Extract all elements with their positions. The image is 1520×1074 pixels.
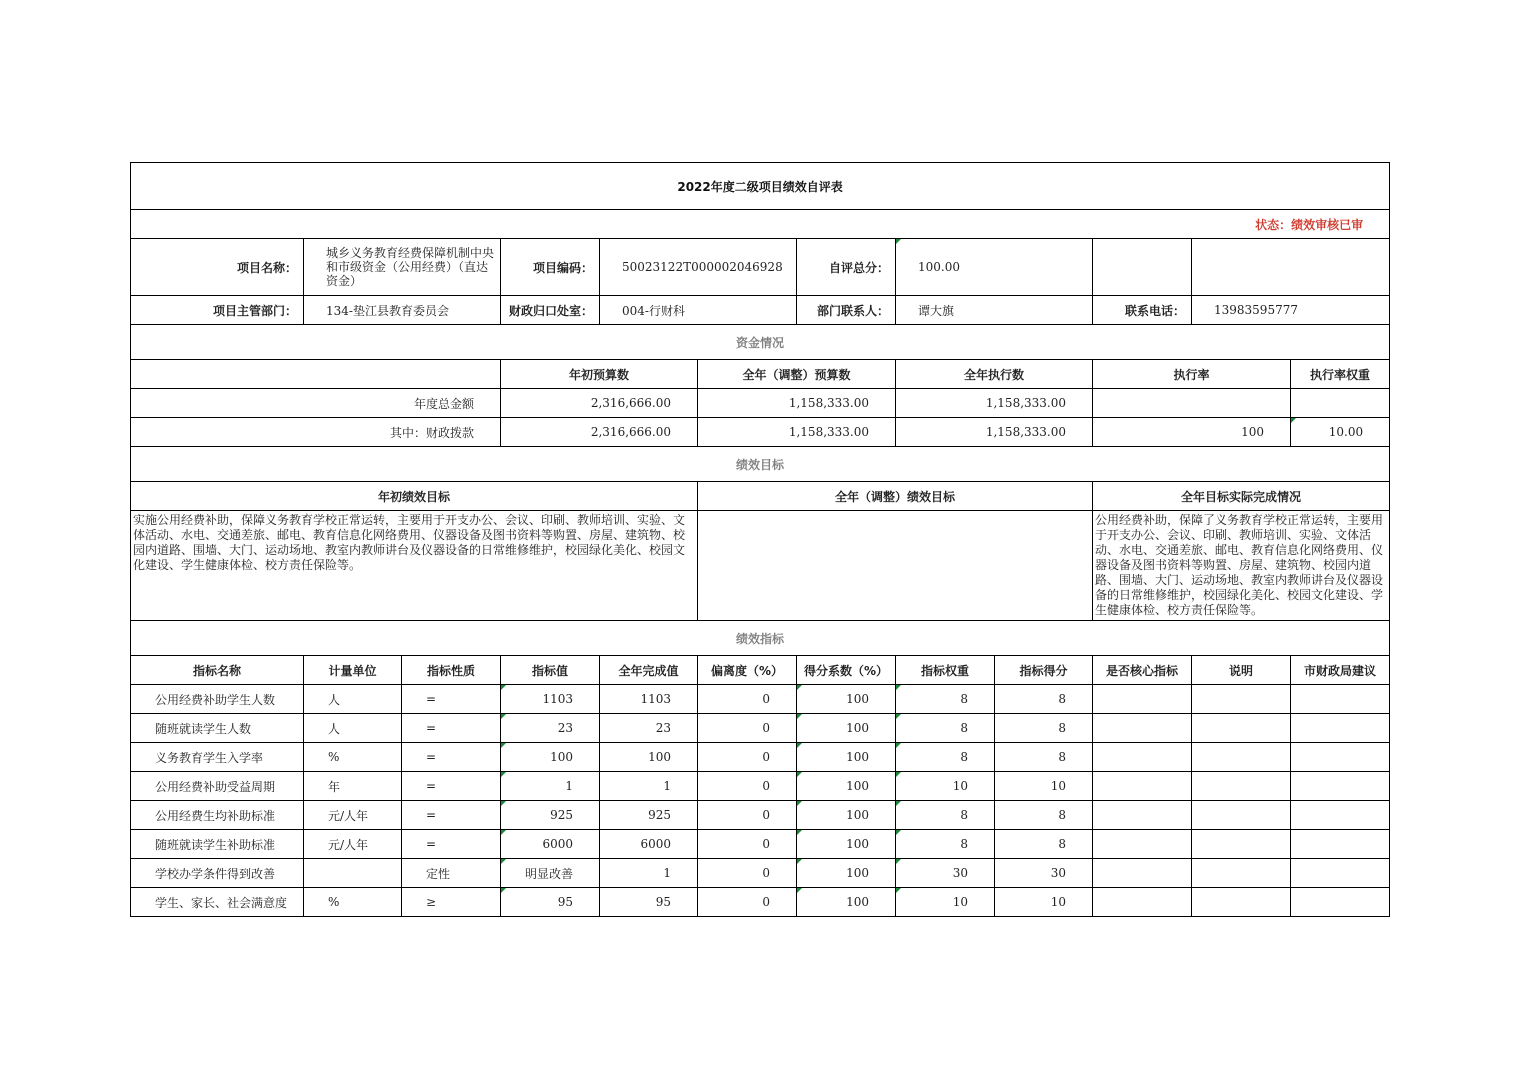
project-name-label: 项目名称： [131, 239, 304, 296]
indicator-advice [1291, 830, 1390, 859]
funds-rate: 100 [1093, 418, 1291, 447]
indicator-score: 10 [995, 772, 1093, 801]
indicator-nature: = [402, 801, 501, 830]
project-code-value: 50023122T000002046928 [600, 239, 797, 296]
indicator-note [1192, 830, 1291, 859]
indicator-deviation: 0 [698, 888, 797, 917]
indicator-coefficient: 100 [797, 830, 896, 859]
indicator-name: 公用经费补助学生人数 [131, 685, 304, 714]
indicator-score: 8 [995, 685, 1093, 714]
indicator-actual: 1 [600, 772, 698, 801]
indicator-name: 随班就读学生补助标准 [131, 830, 304, 859]
funds-header: 年初预算数 [501, 360, 698, 389]
table-row [131, 888, 1390, 917]
indicator-unit [304, 859, 402, 888]
indicator-weight: 8 [896, 801, 995, 830]
finance-office-value: 004-行财科 [600, 296, 797, 325]
indicators-section-title: 绩效指标 [131, 621, 1390, 656]
indicator-target: 明显改善 [501, 859, 600, 888]
indicator-note [1192, 888, 1291, 917]
indicator-nature: = [402, 685, 501, 714]
indicator-coefficient: 100 [797, 743, 896, 772]
indicator-unit: 元/人年 [304, 801, 402, 830]
indicator-score: 8 [995, 714, 1093, 743]
indicator-coefficient: 100 [797, 714, 896, 743]
indicator-note [1192, 743, 1291, 772]
page-title: 2022年度二级项目绩效自评表 [131, 163, 1390, 210]
table-row [131, 685, 1390, 714]
indicator-deviation: 0 [698, 801, 797, 830]
indicator-name: 学生、家长、社会满意度 [131, 888, 304, 917]
indicator-name: 学校办学条件得到改善 [131, 859, 304, 888]
indicator-weight: 8 [896, 685, 995, 714]
indicator-unit: % [304, 743, 402, 772]
indicator-score: 8 [995, 801, 1093, 830]
goals-header: 年初绩效目标 [131, 482, 698, 511]
indicator-nature: = [402, 743, 501, 772]
indicator-actual: 95 [600, 888, 698, 917]
indicator-nature: = [402, 830, 501, 859]
indicator-name: 公用经费补助受益周期 [131, 772, 304, 801]
indicator-target: 1103 [501, 685, 600, 714]
indicator-nature: ≥ [402, 888, 501, 917]
indicator-score: 10 [995, 888, 1093, 917]
indicator-advice [1291, 801, 1390, 830]
funds-adjusted: 1,158,333.00 [698, 389, 896, 418]
indicator-nature: 定性 [402, 859, 501, 888]
indicator-score: 30 [995, 859, 1093, 888]
indicator-actual: 1 [600, 859, 698, 888]
indicator-core [1093, 859, 1192, 888]
table-row [131, 714, 1390, 743]
contact-label: 部门联系人： [797, 296, 896, 325]
indicator-name: 公用经费生均补助标准 [131, 801, 304, 830]
funds-rate [1093, 389, 1291, 418]
indicator-deviation: 0 [698, 772, 797, 801]
indicator-actual: 100 [600, 743, 698, 772]
indicator-actual: 23 [600, 714, 698, 743]
funds-row [131, 389, 1390, 418]
indicator-advice [1291, 685, 1390, 714]
actual-completion-text: 公用经费补助，保障了义务教育学校正常运转，主要用于开支办公、会议、印刷、教师培训、实验、文体活动、水电、交通差旅、邮电、教育信息化网络费用、仪器设备及图书资料等购置、房屋、建筑物、校园内道路、围墙、大门、运动场地、教室内教师讲台及仪器设备的日常维修维护，校园绿化美化、校园文化建设、学生健康体检、校方责任保险等。 [1093, 511, 1390, 621]
project-code-label: 项目编码： [501, 239, 600, 296]
indicator-note [1192, 772, 1291, 801]
indicator-deviation: 0 [698, 685, 797, 714]
initial-goal-text: 实施公用经费补助，保障义务教育学校正常运转，主要用于开支办公、会议、印刷、教师培训、实验、文体活动、水电、交通差旅、邮电、教育信息化网络费用、仪器设备及图书资料等购置、房屋、建筑物、校园内道路、围墙、大门、运动场地、教室内教师讲台及仪器设备的日常维修维护，校园绿化美化、校园文化建设、学生健康体检、校方责任保险等。 [131, 511, 698, 621]
indicator-weight: 10 [896, 888, 995, 917]
empty-cell [131, 360, 501, 389]
indicator-core [1093, 743, 1192, 772]
indicator-core [1093, 888, 1192, 917]
self-score-value: 100.00 [896, 239, 1093, 296]
indicator-core [1093, 714, 1192, 743]
indicator-header: 全年完成值 [600, 656, 698, 685]
indicator-advice [1291, 714, 1390, 743]
indicator-advice [1291, 859, 1390, 888]
indicator-weight: 8 [896, 830, 995, 859]
indicator-deviation: 0 [698, 714, 797, 743]
indicator-unit: 年 [304, 772, 402, 801]
indicator-header: 市财政局建议 [1291, 656, 1390, 685]
indicator-target: 100 [501, 743, 600, 772]
indicator-target: 23 [501, 714, 600, 743]
department-value: 134-垫江县教育委员会 [304, 296, 501, 325]
project-name-value: 城乡义务教育经费保障机制中央和市级资金（公用经费）（直达资金） [304, 239, 501, 296]
indicator-actual: 1103 [600, 685, 698, 714]
finance-office-label: 财政归口处室： [501, 296, 600, 325]
phone-label: 联系电话： [1093, 296, 1192, 325]
performance-evaluation-sheet [130, 162, 1389, 917]
indicator-core [1093, 772, 1192, 801]
funds-section-title: 资金情况 [131, 325, 1390, 360]
indicator-target: 1 [501, 772, 600, 801]
indicator-weight: 30 [896, 859, 995, 888]
contact-value: 谭大旗 [896, 296, 1093, 325]
indicator-coefficient: 100 [797, 801, 896, 830]
funds-row-label: 其中：财政拨款 [131, 418, 501, 447]
indicators-header-row [131, 656, 1390, 685]
indicator-header: 指标权重 [896, 656, 995, 685]
indicator-actual: 925 [600, 801, 698, 830]
funds-adjusted: 1,158,333.00 [698, 418, 896, 447]
indicator-core [1093, 685, 1192, 714]
indicator-unit: 人 [304, 685, 402, 714]
indicator-advice [1291, 772, 1390, 801]
indicator-weight: 8 [896, 743, 995, 772]
indicator-coefficient: 100 [797, 685, 896, 714]
indicator-note [1192, 859, 1291, 888]
table-row [131, 801, 1390, 830]
adjusted-goal-text [698, 511, 1093, 621]
indicator-header: 偏离度（%） [698, 656, 797, 685]
indicator-actual: 6000 [600, 830, 698, 859]
self-score-label: 自评总分： [797, 239, 896, 296]
indicator-note [1192, 685, 1291, 714]
indicator-nature: = [402, 772, 501, 801]
indicator-core [1093, 830, 1192, 859]
indicator-header: 指标值 [501, 656, 600, 685]
phone-value: 13983595777 [1192, 296, 1390, 325]
evaluation-table [130, 162, 1390, 917]
indicator-target: 6000 [501, 830, 600, 859]
goals-section-title: 绩效目标 [131, 447, 1390, 482]
goals-header: 全年目标实际完成情况 [1093, 482, 1390, 511]
indicator-weight: 10 [896, 772, 995, 801]
indicator-name: 义务教育学生入学率 [131, 743, 304, 772]
indicator-weight: 8 [896, 714, 995, 743]
indicator-name: 随班就读学生人数 [131, 714, 304, 743]
funds-header: 全年执行数 [896, 360, 1093, 389]
funds-budget: 2,316,666.00 [501, 418, 698, 447]
indicator-coefficient: 100 [797, 859, 896, 888]
indicator-header: 是否核心指标 [1093, 656, 1192, 685]
indicator-deviation: 0 [698, 830, 797, 859]
funds-budget: 2,316,666.00 [501, 389, 698, 418]
indicator-header: 计量单位 [304, 656, 402, 685]
status-badge: 状态：绩效审核已审 [131, 210, 1390, 239]
funds-row [131, 418, 1390, 447]
indicator-unit: 元/人年 [304, 830, 402, 859]
funds-weight [1291, 389, 1390, 418]
empty-cell [1093, 239, 1192, 296]
funds-executed: 1,158,333.00 [896, 418, 1093, 447]
indicator-score: 8 [995, 743, 1093, 772]
indicator-target: 95 [501, 888, 600, 917]
indicator-unit: 人 [304, 714, 402, 743]
funds-header: 执行率权重 [1291, 360, 1390, 389]
indicator-rows [131, 685, 1390, 917]
table-row [131, 830, 1390, 859]
indicator-coefficient: 100 [797, 772, 896, 801]
goals-header: 全年（调整）绩效目标 [698, 482, 1093, 511]
department-label: 项目主管部门： [131, 296, 304, 325]
indicator-header: 得分系数（%） [797, 656, 896, 685]
indicator-advice [1291, 888, 1390, 917]
indicator-score: 8 [995, 830, 1093, 859]
funds-header: 全年（调整）预算数 [698, 360, 896, 389]
indicator-note [1192, 714, 1291, 743]
empty-cell [1192, 239, 1390, 296]
indicator-advice [1291, 743, 1390, 772]
indicator-note [1192, 801, 1291, 830]
indicator-coefficient: 100 [797, 888, 896, 917]
indicator-nature: = [402, 714, 501, 743]
indicator-core [1093, 801, 1192, 830]
indicator-unit: % [304, 888, 402, 917]
table-row [131, 772, 1390, 801]
funds-weight: 10.00 [1291, 418, 1390, 447]
table-row [131, 859, 1390, 888]
indicator-header: 指标得分 [995, 656, 1093, 685]
indicator-target: 925 [501, 801, 600, 830]
table-row [131, 743, 1390, 772]
funds-executed: 1,158,333.00 [896, 389, 1093, 418]
funds-row-label: 年度总金额 [131, 389, 501, 418]
indicator-header: 指标名称 [131, 656, 304, 685]
indicator-deviation: 0 [698, 743, 797, 772]
indicator-deviation: 0 [698, 859, 797, 888]
indicator-header: 指标性质 [402, 656, 501, 685]
funds-header: 执行率 [1093, 360, 1291, 389]
indicator-header: 说明 [1192, 656, 1291, 685]
